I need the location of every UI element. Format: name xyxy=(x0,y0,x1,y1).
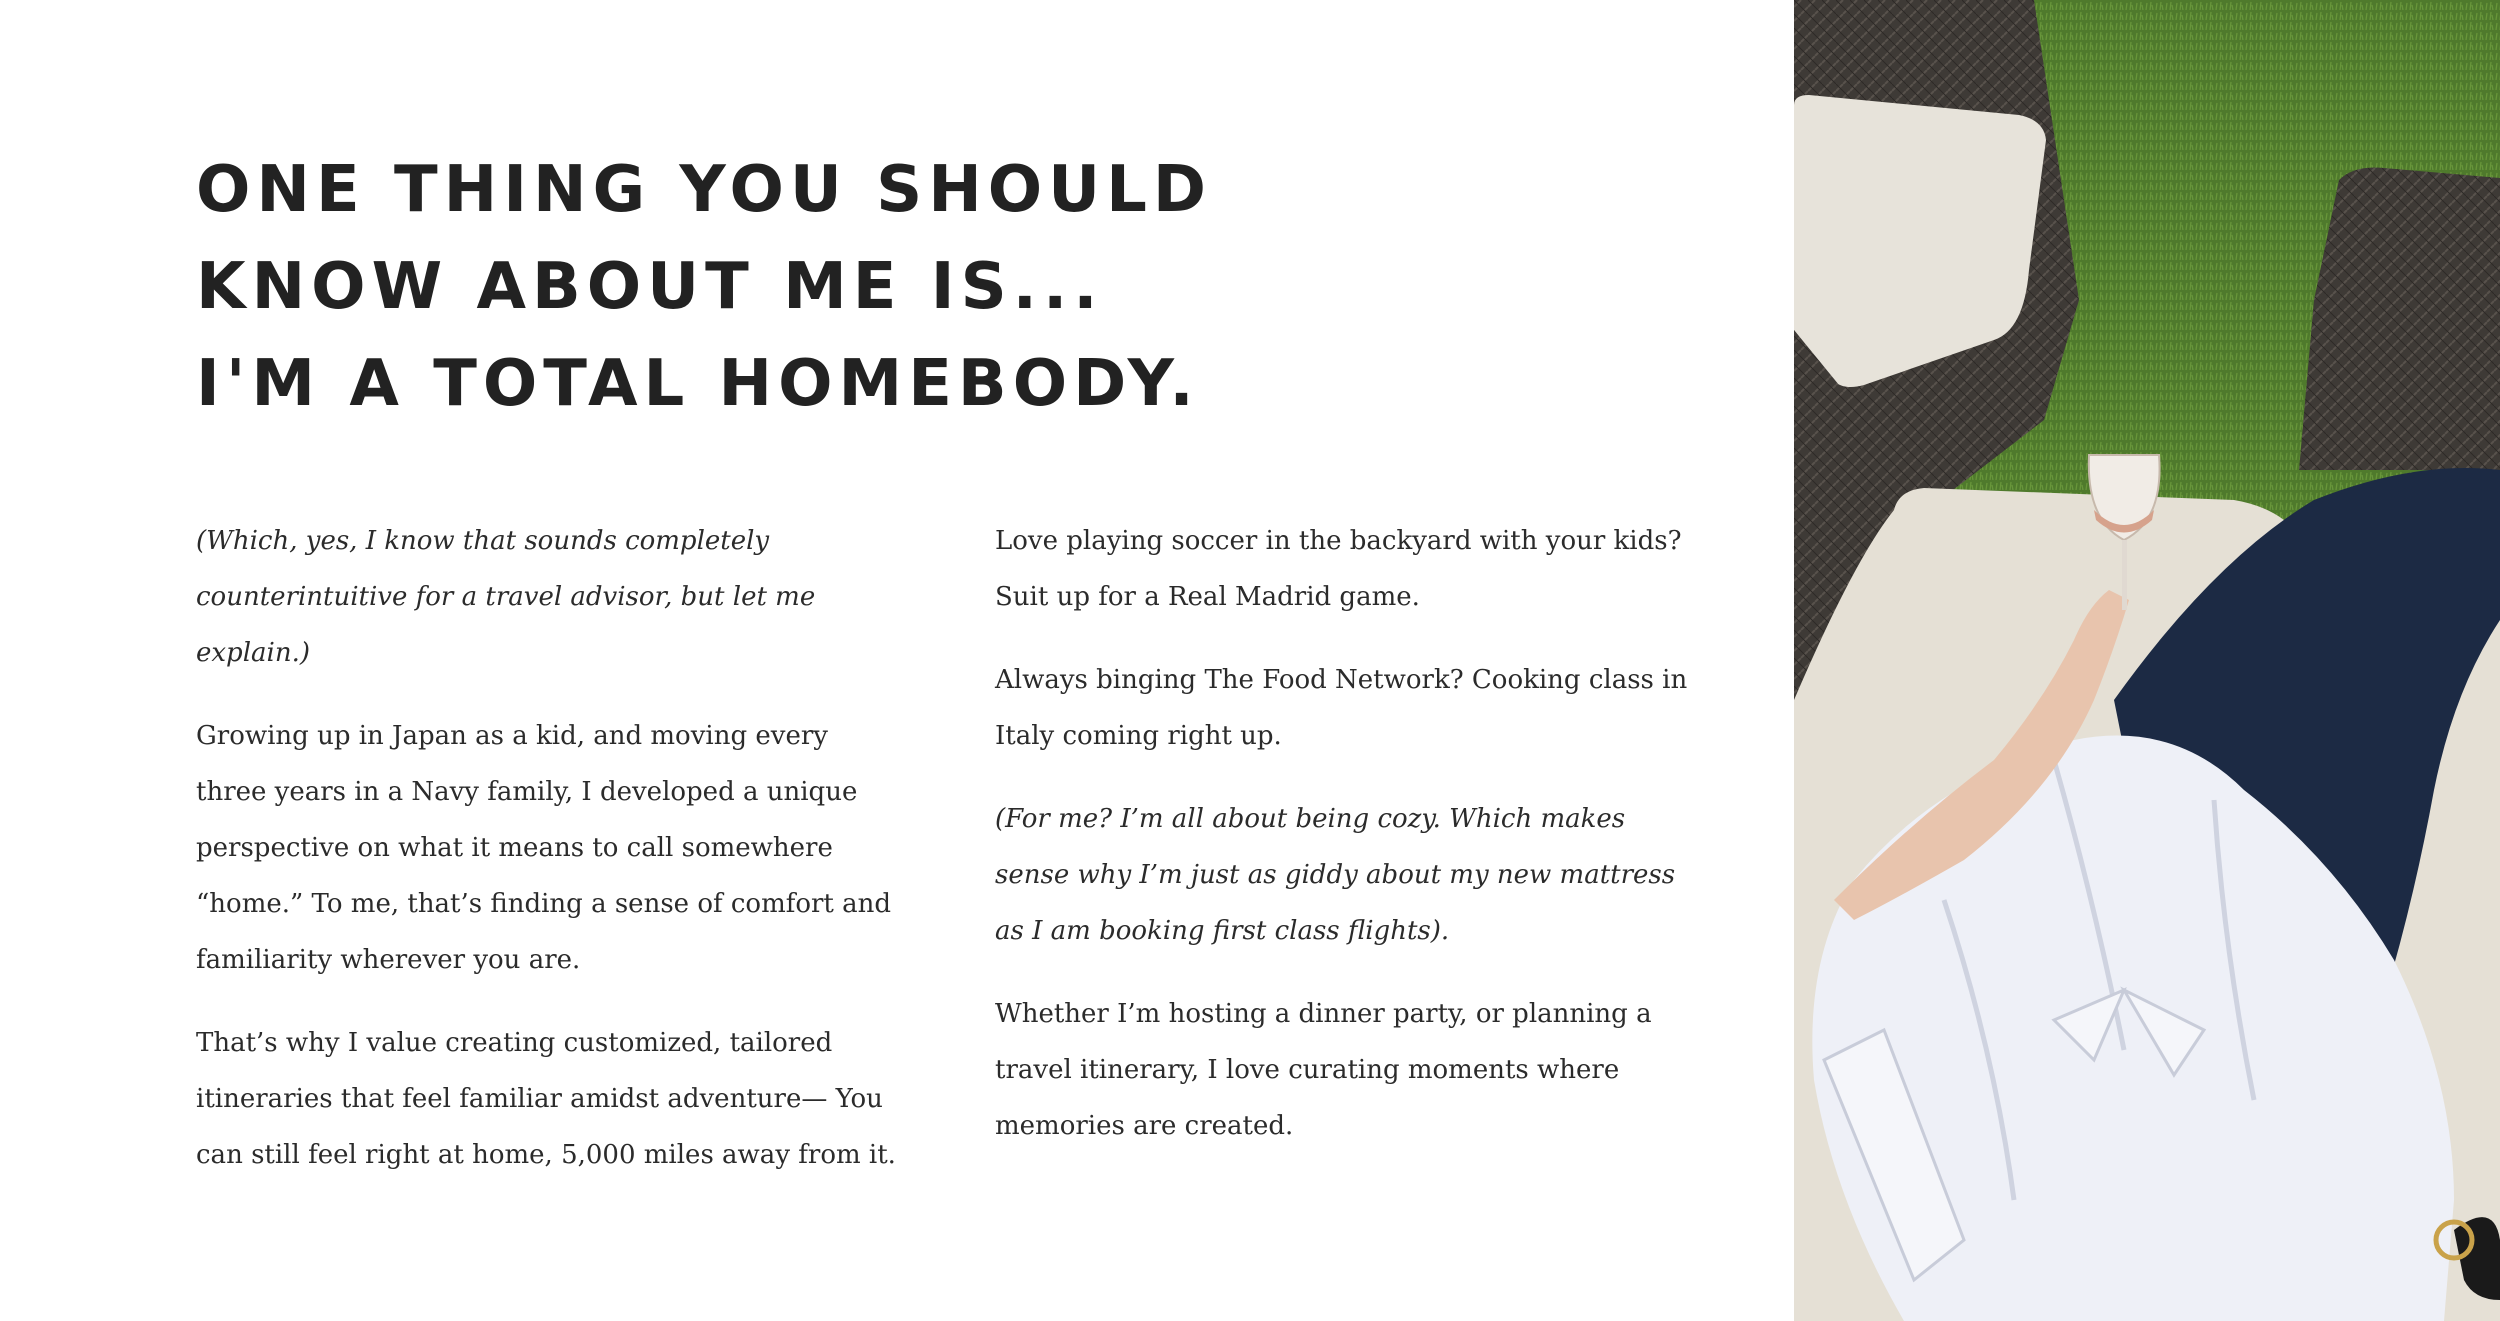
wine-glass-stem xyxy=(2122,540,2127,610)
heading-line-2: KNOW ABOUT ME IS... xyxy=(196,250,1104,324)
cozy-italic-paragraph: (For me? I’m all about being cozy. Which makes sense why I’m just as giddy about my new mattress as I am booking first class flights). xyxy=(995,804,1676,946)
heading-line-1: ONE THING YOU SHOULD xyxy=(196,153,1213,227)
food-network-paragraph: Always binging The Food Network? Cooking class in Italy coming right up. xyxy=(995,665,1688,751)
dinner-party-paragraph: Whether I’m hosting a dinner party, or planning a travel itinerary, I love curating moments where memories are created. xyxy=(995,999,1652,1141)
itineraries-paragraph: That’s why I value creating customized, tailored itineraries that feel familiar amidst adventure— You can still feel right at home, 5,000 miles away from it. xyxy=(196,1028,896,1170)
japan-paragraph: Growing up in Japan as a kid, and moving every three years in a Navy family, I developed a unique perspective on what it means to call somewhere “home.” To me, that’s finding a sense of comfort and familiarity wherever you are. xyxy=(196,721,892,975)
page-heading xyxy=(196,142,1396,433)
left-column xyxy=(196,513,896,1210)
lifestyle-photo xyxy=(1794,0,2500,1321)
right-column xyxy=(995,513,1695,1181)
heading-line-3: I'M A TOTAL HOMEBODY. xyxy=(196,347,1200,421)
soccer-paragraph: Love playing soccer in the backyard with your kids? Suit up for a Real Madrid game. xyxy=(995,526,1682,612)
photo-illustration xyxy=(1794,0,2500,1321)
intro-italic-paragraph: (Which, yes, I know that sounds completely counterintuitive for a travel advisor, but let me explain.) xyxy=(196,526,816,668)
